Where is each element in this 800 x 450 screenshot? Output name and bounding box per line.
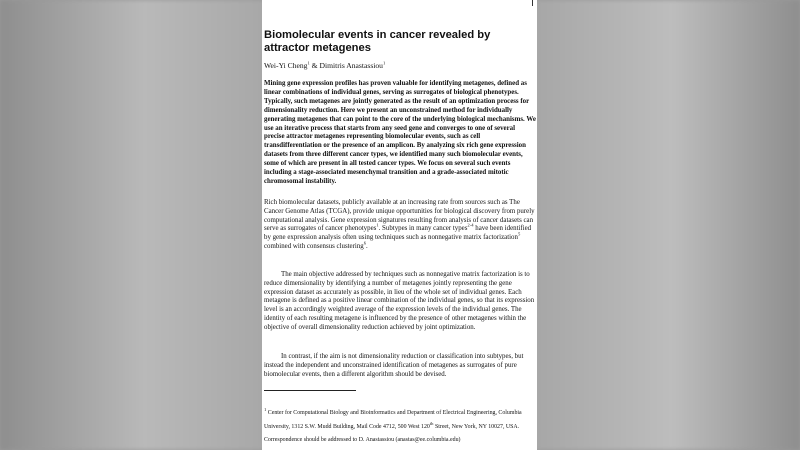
paragraph-text: . xyxy=(366,242,368,250)
author-line xyxy=(264,61,535,70)
body-paragraph-2: The main objective addressed by techniques such as nonnegative matrix factorization is to reduce dimensionality by identifying a number of metagenes jointly representing the gene expression dataset as accurately as possible, in lieu of the whole set of individual genes. Each metagene is defined as a positive linear combination of the individual genes, so that its expression level is an accordingly weighted average of the expression levels of the individual genes. The identity of each resulting metagene is influenced by the presence of other metagenes within the objective of overall dimensionality reduction achieved by joint optimization. xyxy=(264,271,535,331)
footnote-ordinal: th xyxy=(429,420,434,426)
paragraph-text: . Subtypes in many cancer types xyxy=(378,225,468,233)
body-paragraph-1 xyxy=(264,199,536,252)
paper-page xyxy=(262,0,537,450)
paragraph-text: combined with consensus clustering xyxy=(264,242,364,250)
paragraph-text: Rich biomolecular datasets, publicly available at an increasing rate from sources such as The Cancer Genome Atlas (TCGA), provide unique opportunities for biological discovery from purely computational analysis. Gene expression signatures resulting from analysis of cancer datasets can serve as surrogates of cancer phenotypes xyxy=(264,199,535,233)
footnote-text: Center for Computational Biology and Bioinformatics and Department of Electrical Engineering, Columbia University, 1312 S.W. Mudd Building, Mail Code 4712, 500 West 120 xyxy=(264,410,522,430)
page-marker xyxy=(532,0,533,6)
paragraph-text: have been identified by gene expression analysis often using techniques such as nonnegative matrix factorization xyxy=(264,225,532,242)
author-separator: & xyxy=(309,61,320,70)
affiliation-footnote xyxy=(264,407,536,448)
author-name: Dimitris Anastassiou xyxy=(319,61,383,70)
footnote-text: Street, New York, NY 10027, USA. Correspondence should be addressed to D. Anastassiou (anastas@ee.columbia.edu) xyxy=(264,423,520,443)
author-name: Wei-Yi Cheng xyxy=(264,61,308,70)
citation-ref: 2-4 xyxy=(467,223,474,229)
abstract: Mining gene expression profiles has proven valuable for identifying metagenes, defined as linear combinations of individual genes, serving as surrogates of biological phenotypes. Typically, such metagenes are jointly generated as the result of an optimization process for dimensionality reduction. Here we present an unconstrained method for individually generating metagenes that can point to the core of the underlying biological mechanisms. We use an iterative process that starts from any seed gene and converges to one of several precise attractor metagenes representing biomolecular events, such as cell transdifferentiation or the presence of an amplicon. By analyzing six rich gene expression datasets from three different cancer types, we identified many such biomolecular events, some of which are present in all tested cancer types. We focus on several such events including a stage-associated mesenchymal transition and a grade-associated mitotic chromosomal instability. xyxy=(264,80,536,185)
affiliation-mark: 1 xyxy=(382,60,386,66)
citation-ref: 6 xyxy=(363,240,367,246)
footnote-divider xyxy=(264,390,356,391)
citation-ref: 1 xyxy=(376,223,379,229)
citation-ref: 5 xyxy=(517,231,521,237)
body-paragraph-3: In contrast, if the aim is not dimensionality reduction or classification into subtypes, but instead the independent and unconstrained identification of metagenes as surrogates of pure biomolecular events, then a different algorithm should be devised. xyxy=(264,353,524,378)
paper-title: Biomolecular events in cancer revealed by attractor metagenes xyxy=(264,29,491,54)
affiliation-mark: 1 xyxy=(307,60,310,66)
footnote-mark: 1 xyxy=(264,407,267,413)
